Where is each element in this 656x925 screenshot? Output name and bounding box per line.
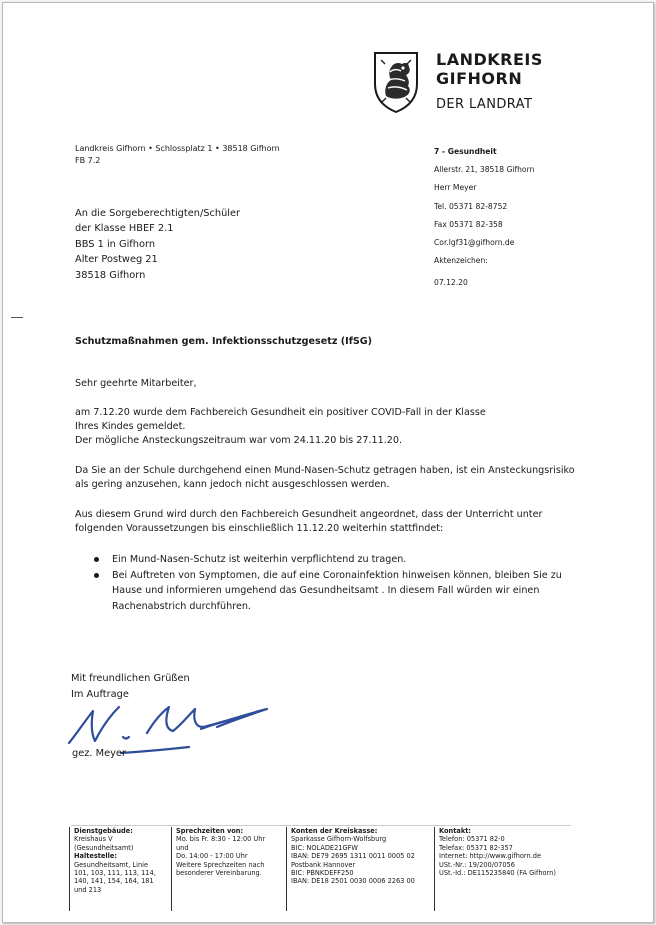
letterhead-title: LANDKREIS — [436, 50, 543, 69]
footer-heading: Kontakt: — [439, 827, 471, 835]
footer-heading: Dienstgebäude: — [74, 827, 133, 835]
footer-line: USt.-Id.: DE115235840 (FA Gifhorn) — [439, 869, 556, 878]
footer-line: IBAN: DE18 2501 0030 0006 2263 00 — [291, 877, 415, 886]
paragraph-line: als gering anzusehen, kann jedoch nicht ausgeschlossen werden. — [75, 479, 390, 491]
salutation — [75, 377, 590, 391]
contact-tel: Tel. 05371 82-8752 — [434, 201, 508, 211]
footer-heading: Konten der Kreiskasse: — [291, 827, 378, 835]
recipient-line: 38518 Gifhorn — [75, 269, 146, 281]
footer-hours — [171, 827, 284, 911]
footer-line: Do. 14:00 - 17:00 Uhr — [176, 852, 248, 861]
recipient-line: Alter Postweg 21 — [75, 254, 158, 266]
footer-line: (Gesundheitsamt) — [74, 843, 134, 852]
bullet-list — [94, 552, 594, 614]
footer-line: und — [176, 843, 189, 852]
footer-line: Weitere Sprechzeiten nach — [176, 860, 265, 869]
paragraph-line: Ihres Kindes gemeldet. — [75, 421, 186, 433]
contact-name: Herr Meyer — [434, 183, 477, 193]
closing-line: Im Auftrage — [71, 689, 129, 700]
paragraph-1 — [75, 406, 590, 449]
footer-contact — [434, 827, 589, 911]
letter-subject: Schutzmaßnahmen gem. Infektionsschutzgesetz (IfSG) — [75, 336, 373, 347]
paragraph-line: Da Sie an der Schule durchgehend einen Mund-Nasen-Schutz getragen haben, ist ein Ansteckungsrisiko — [75, 465, 575, 476]
footer-line: 140, 141, 154, 164, 181 — [74, 877, 154, 886]
footer-line: IBAN: DE79 2695 1311 0011 0005 02 — [291, 852, 415, 861]
recipient-block — [75, 206, 240, 283]
footer-line: Telefax: 05371 82-357 — [439, 843, 513, 852]
list-item-line: Bei Auftreten von Symptomen, die auf eine Coronainfektion hinweisen können, bleiben Sie zu — [112, 570, 562, 582]
footer-heading: Haltestelle: — [74, 852, 118, 861]
recipient-line: BBS 1 in Gifhorn — [75, 238, 156, 250]
sender-address: Landkreis Gifhorn • Schlossplatz 1 • 38518 Gifhorn — [75, 144, 280, 153]
footer-line: und 213 — [74, 885, 102, 894]
footer-line: BIC: NOLADE21GFW — [291, 843, 358, 852]
contact-reference-label: Aktenzeichen: — [434, 256, 488, 266]
footer-line: 101, 103, 111, 113, 114, — [74, 869, 156, 878]
footer-line: Internet: http://www.gifhorn.de — [439, 852, 542, 861]
footer-divider — [71, 825, 571, 826]
footer-bank — [286, 827, 431, 911]
footer-line: Sparkasse Gifhorn-Wolfsburg — [291, 835, 387, 844]
contact-fax: Fax 05371 82-358 — [434, 219, 503, 229]
bullet-icon — [94, 573, 99, 578]
coat-of-arms-icon — [372, 50, 420, 114]
footer-heading: Sprechzeiten von: — [176, 827, 244, 835]
signature-name: gez. Meyer — [72, 748, 126, 759]
list-item-line: Hause und informieren umgehend das Gesundheitsamt . In diesem Fall würden wir einen — [112, 585, 540, 597]
footer-line: Postbank Hannover — [291, 860, 356, 869]
recipient-line: An die Sorgeberechtigten/Schüler — [75, 208, 241, 219]
list-item-line: Rachenabstrich durchführen. — [112, 600, 251, 612]
footer-line: Kreishaus V — [74, 835, 113, 844]
sender-ref: FB 7.2 — [75, 156, 101, 165]
footer-line: Gesundheitsamt, Linie — [74, 860, 149, 869]
contact-block — [434, 143, 534, 293]
recipient-line: der Klasse HBEF 2.1 — [75, 223, 174, 235]
footer-line: Mo. bis Fr. 8:30 - 12:00 Uhr — [176, 835, 266, 844]
contact-email: Cor.lgf31@gifhorn.de — [434, 238, 515, 248]
closing-line: Mit freundlichen Grüßen — [71, 673, 190, 684]
letter-page — [2, 2, 654, 923]
paragraph-line: Aus diesem Grund wird durch den Fachbereich Gesundheit angeordnet, dass der Unterricht unter — [75, 509, 543, 520]
paragraph-line: Der mögliche Ansteckungszeitraum war vom 24.11.20 bis 27.11.20. — [75, 435, 402, 447]
footer-line: besonderer Vereinbarung. — [176, 869, 262, 878]
letterhead-subtitle: GIFHORN — [436, 69, 523, 88]
letterhead-office: DER LANDRAT — [436, 97, 533, 112]
contact-date: 07.12.20 — [434, 278, 468, 288]
paragraph-3 — [75, 508, 590, 536]
paragraph-line: am 7.12.20 wurde dem Fachbereich Gesundheit ein positiver COVID-Fall in der Klasse — [75, 407, 486, 418]
list-item — [94, 552, 594, 567]
footer-line: Telefon: 05371 82-0 — [439, 835, 505, 844]
footer-line: USt.-Nr.: 19/200/07056 — [439, 860, 515, 869]
fold-mark — [11, 317, 23, 318]
sender-block — [75, 143, 280, 167]
paragraph-2 — [75, 464, 590, 492]
list-item — [94, 568, 594, 614]
footer-building — [69, 827, 170, 911]
footer-line: BIC: PBNKDEFF250 — [291, 869, 354, 878]
contact-street: Allerstr. 21, 38518 Gifhorn — [434, 165, 535, 175]
list-item-line: Ein Mund-Nasen-Schutz ist weiterhin verpflichtend zu tragen. — [112, 554, 407, 565]
salutation-text: Sehr geehrte Mitarbeiter, — [75, 378, 197, 389]
paragraph-line: folgenden Voraussetzungen bis einschließlich 11.12.20 weiterhin stattfindet: — [75, 523, 444, 535]
bullet-icon — [94, 557, 99, 562]
contact-department: 7 - Gesundheit — [434, 147, 497, 156]
